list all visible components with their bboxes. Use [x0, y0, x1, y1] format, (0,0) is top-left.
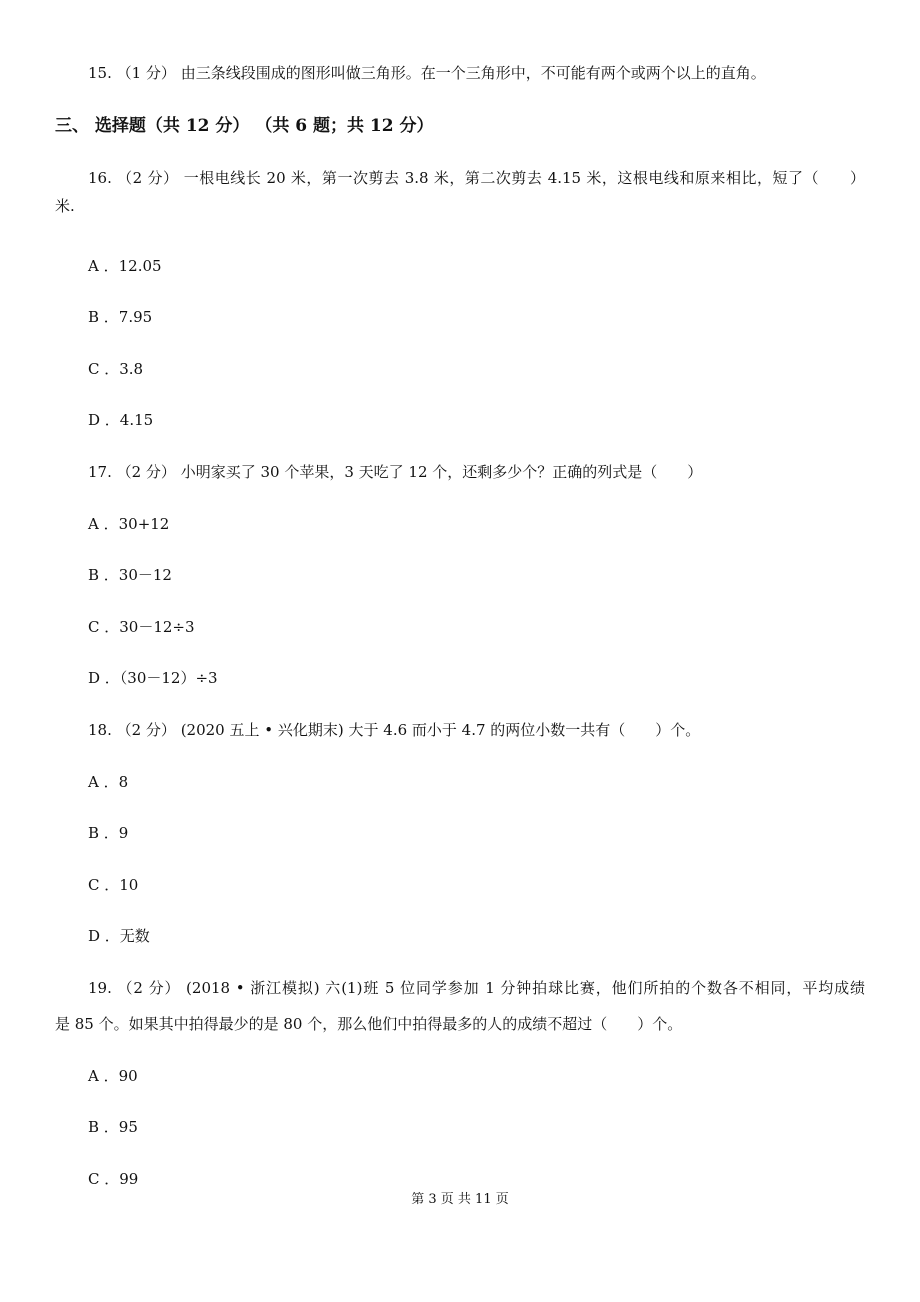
question-16-option-d: D ．4.15 [88, 411, 154, 429]
question-18-option-d: D ．无数 [88, 927, 150, 945]
question-17-option-b: B ．30－12 [88, 566, 172, 584]
question-16-line-1: 16. （2 分） 一根电线长 20 米，第一次剪去 3.8 米，第二次剪去 4.15 米，这根电线和原来相比，短了（ ） [88, 169, 865, 187]
question-16-option-b: B ．7.95 [88, 308, 153, 326]
question-19-option-a: A ．90 [88, 1067, 138, 1085]
question-17-option-a: A ．30+12 [88, 515, 170, 533]
section-title: 三、 选择题（共 12 分） （共 6 题；共 12 分） [55, 116, 434, 136]
question-19-line-1: 19. （2 分） (2018 • 浙江模拟) 六(1)班 5 位同学参加 1 分钟拍球比赛，他们所拍的个数各不相同，平均成绩 [88, 979, 865, 997]
question-18: 18. （2 分） (2020 五上 • 兴化期末) 大于 4.6 而小于 4.7 的两位小数一共有（ ）个。 [88, 721, 701, 739]
question-19-option-c: C ．99 [88, 1170, 139, 1188]
page-footer: 第 3 页 共 11 页 [411, 1192, 509, 1207]
question-17: 17. （2 分） 小明家买了 30 个苹果，3 天吃了 12 个，还剩多少个？正确的列式是（ ） [88, 463, 703, 481]
question-18-option-b: B ．9 [88, 824, 129, 842]
question-18-option-a: A ．8 [88, 773, 129, 791]
question-17-option-c: C ．30－12÷3 [88, 618, 195, 636]
question-17-option-d: D ．（30－12）÷3 [88, 669, 218, 687]
question-18-option-c: C ．10 [88, 876, 139, 894]
question-16-option-a: A ．12.05 [88, 257, 162, 275]
question-16-option-c: C ．3.8 [88, 360, 144, 378]
question-16-line-2: 米. [55, 197, 75, 215]
question-15: 15. （1 分） 由三条线段围成的图形叫做三角形。在一个三角形中，不可能有两个或两个以上的直角。 [88, 64, 766, 82]
question-19-line-2: 是 85 个。如果其中拍得最少的是 80 个，那么他们中拍得最多的人的成绩不超过（ ）个。 [55, 1015, 683, 1033]
question-19-option-b: B ．95 [88, 1118, 138, 1136]
